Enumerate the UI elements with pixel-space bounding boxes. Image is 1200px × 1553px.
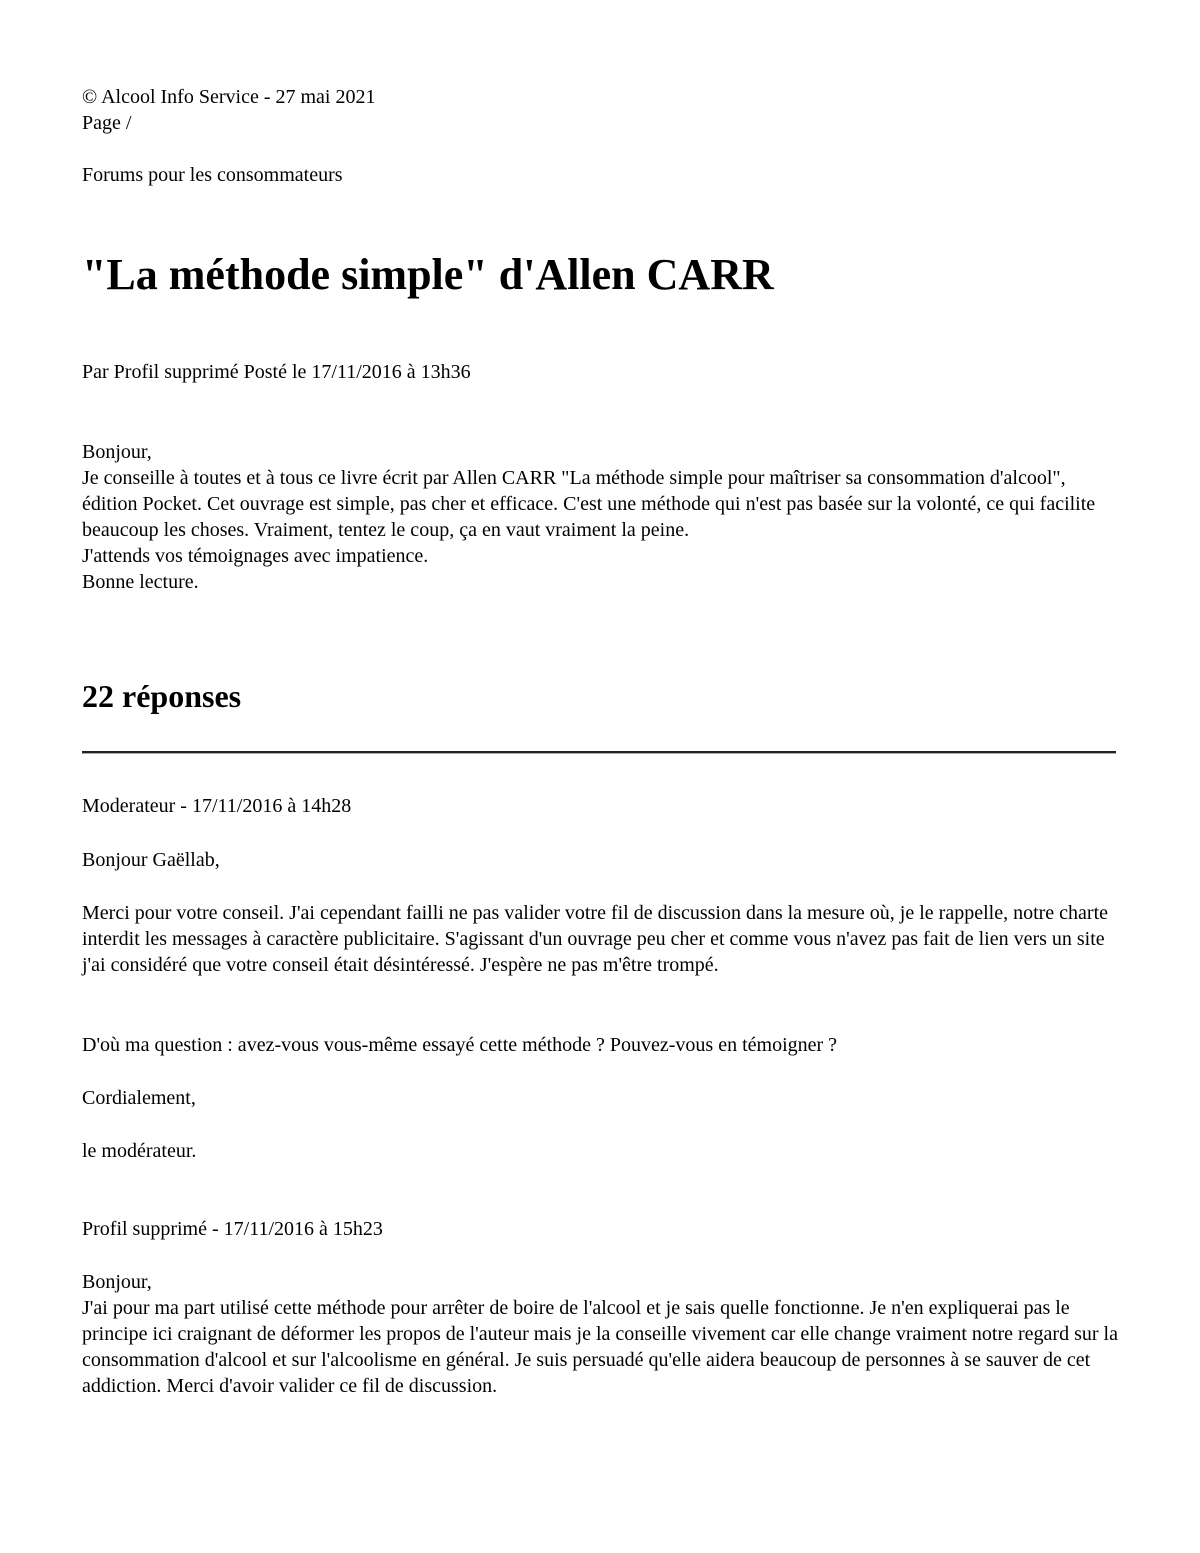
reply-paragraph: Cordialement, bbox=[82, 1087, 196, 1109]
forum-category: Forums pour les consommateurs bbox=[82, 164, 343, 186]
post-meta: Par Profil supprimé Posté le 17/11/2016 à 13h36 bbox=[82, 361, 471, 383]
page-header bbox=[82, 84, 1118, 136]
replies-heading: 22 réponses bbox=[82, 678, 242, 714]
reply-line: J'ai pour ma part utilisé cette méthode pour arrêter de boire de l'alcool et je sais quelle fonctionne. Je n'en expliquerai pas le principe ici craignant de déformer les propos de l'auteur mais je la conseille vivement car elle change vraiment notre regard sur la consommation d'alcool et sur l'alcoolisme en général. Je suis persuadé qu'elle aidera beaucoup de personnes à se sauver de cet addiction. Merci d'avoir valider ce fil de discussion. bbox=[82, 1297, 1118, 1397]
post-line: Je conseille à toutes et à tous ce livre écrit par Allen CARR "La méthode simple pour maîtriser sa consommation d'alcool", édition Pocket. Cet ouvrage est simple, pas cher et efficace. C'est une méthode qui n'est pas basée sur la volonté, ce qui facilite beaucoup les choses. Vraiment, tentez le coup, ça en vaut vraiment la peine. bbox=[82, 467, 1096, 541]
reply-meta: Moderateur - 17/11/2016 à 14h28 bbox=[82, 795, 352, 817]
post-line: Bonne lecture. bbox=[82, 571, 199, 593]
reply-paragraph: D'où ma question : avez-vous vous-même essayé cette méthode ? Pouvez-vous en témoigner ? bbox=[82, 1034, 838, 1056]
post-title: "La méthode simple" d'Allen CARR bbox=[82, 250, 774, 299]
post-body bbox=[82, 439, 1118, 595]
reply-paragraph: le modérateur. bbox=[82, 1140, 197, 1162]
copyright-line: © Alcool Info Service - 27 mai 2021 bbox=[82, 86, 376, 108]
post-line: Bonjour, bbox=[82, 441, 152, 463]
reply-line: Bonjour, bbox=[82, 1271, 152, 1293]
post-line: J'attends vos témoignages avec impatience. bbox=[82, 545, 429, 567]
page-number: Page / bbox=[82, 112, 132, 134]
reply-paragraph: Bonjour Gaëllab, bbox=[82, 849, 220, 871]
reply-meta: Profil supprimé - 17/11/2016 à 15h23 bbox=[82, 1218, 383, 1240]
reply-body bbox=[82, 1269, 1118, 1399]
divider bbox=[82, 751, 1116, 754]
reply-paragraph: Merci pour votre conseil. J'ai cependant failli ne pas valider votre fil de discussion dans la mesure où, je le rappelle, notre charte interdit les messages à caractère publicitaire. S'agissant d'un ouvrage peu cher et comme vous n'avez pas fait de lien vers un site j'ai considéré que votre conseil était désintéressé. J'espère ne pas m'être trompé. bbox=[82, 902, 1109, 976]
